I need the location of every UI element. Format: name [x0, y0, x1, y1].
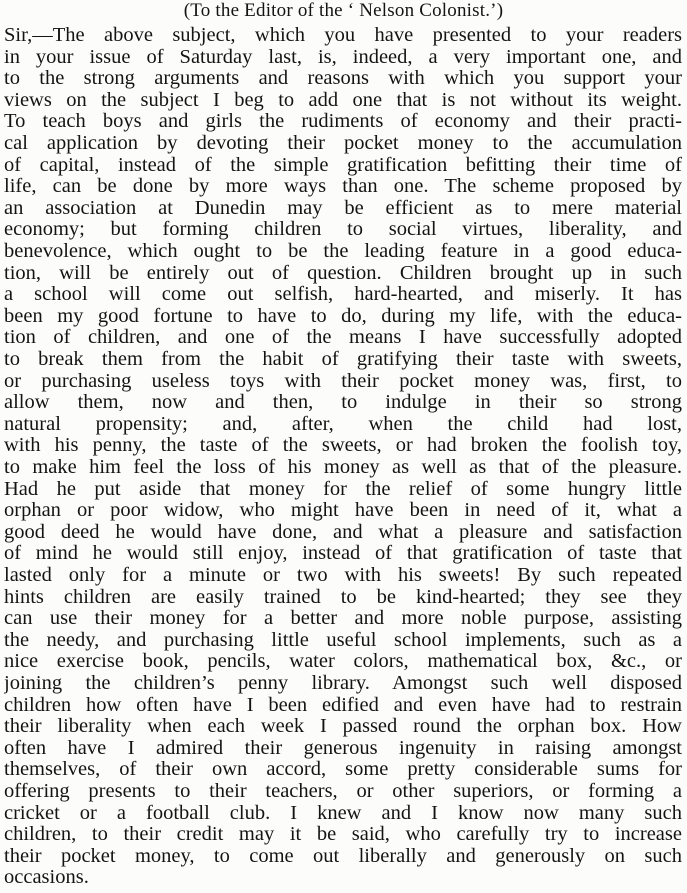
letter-line: nice exercise book, pencils, water colors, mathematical box, &c., or: [4, 650, 682, 673]
letter-line: cal application by devoting their pocket money to the accumulation: [4, 132, 682, 154]
letter-line: To teach boys and girls the rudiments of economy and their practi-: [4, 110, 682, 133]
letter-line: an association at Dunedin may be efficient as to mere material: [4, 196, 682, 219]
letter-line: a school will come out selfish, hard-hearted, and miserly. It has: [4, 283, 682, 306]
letter-line: benevolence, which ought to be the leading feature in a good educa-: [4, 240, 682, 262]
letter-line: Had he put aside that money for the relief of some hungry little: [4, 477, 682, 500]
letter-line: themselves, of their own accord, some pretty considerable sums for: [4, 758, 682, 781]
letter-line: with his penny, the taste of the sweets, or had broken the foolish toy,: [4, 434, 682, 457]
letter-line: natural propensity; and, after, when the child had lost,: [4, 412, 682, 435]
letter-line: children how often have I been edified and even have had to restrain: [4, 693, 682, 716]
letter-line: their liberality when each week I passed round the orphan box. How: [4, 715, 682, 738]
letter-line: children, to their credit may it be said, who carefully try to increase: [4, 823, 682, 846]
letter-line: hints children are easily trained to be kind-hearted; they see they: [4, 585, 682, 608]
letter-line: in your issue of Saturday last, is, indeed, a very important one, and: [4, 45, 682, 68]
letter-line: can use their money for a better and more noble purpose, assisting: [4, 607, 682, 630]
letter-line: occasions.: [4, 866, 89, 889]
letter-line: to make him feel the loss of his money as well as that of the pleasure.: [4, 456, 682, 478]
letter-line: been my good fortune to have to do, during my life, with the educa-: [4, 304, 682, 327]
letter-line: tion of children, and one of the means I have successfully adopted: [4, 326, 682, 349]
letter-line: good deed he would have done, and what a pleasure and satisfaction: [4, 520, 682, 543]
letter-line: the needy, and purchasing little useful school implements, such as a: [4, 628, 682, 651]
letter-line: to break them from the habit of gratifying their taste with sweets,: [4, 348, 682, 370]
letter-line: offering presents to their teachers, or other superiors, or forming a: [4, 780, 682, 802]
letter-line: economy; but forming children to social virtues, liberality, and: [4, 218, 682, 241]
letter-line: orphan or poor widow, who might have been in need of it, what a: [4, 499, 682, 522]
letter-line: Sir,—The above subject, which you have presented to your readers: [4, 24, 682, 46]
letter-line: of mind he would still enjoy, instead of that gratification of taste that: [4, 542, 682, 565]
letter-line: to the strong arguments and reasons with which you support your: [4, 67, 682, 90]
letter-heading: (To the Editor of the ‘ Nelson Colonist.’): [183, 0, 504, 21]
letter-line: tion, will be entirely out of question. Children brought up in such: [4, 261, 682, 284]
letter-line: often have I admired their generous ingenuity in raising amongst: [4, 736, 682, 759]
letter-line: lasted only for a minute or two with his sweets! By such repeated: [4, 564, 682, 586]
letter-line: their pocket money, to come out liberally and generously on such: [4, 844, 682, 867]
letter-line: views on the subject I beg to add one that is not without its weight.: [4, 88, 682, 111]
letter-line: joining the children’s penny library. Amongst such well disposed: [4, 672, 682, 694]
letter-line: cricket or a football club. I knew and I know now many such: [4, 801, 682, 824]
letter-line: or purchasing useless toys with their pocket money was, first, to: [4, 369, 682, 392]
letter-line: of capital, instead of the simple gratification befitting their time of: [4, 153, 682, 176]
letter-line: life, can be done by more ways than one. The scheme proposed by: [4, 175, 682, 198]
letter-line: allow them, now and then, to indulge in their so strong: [4, 391, 682, 414]
